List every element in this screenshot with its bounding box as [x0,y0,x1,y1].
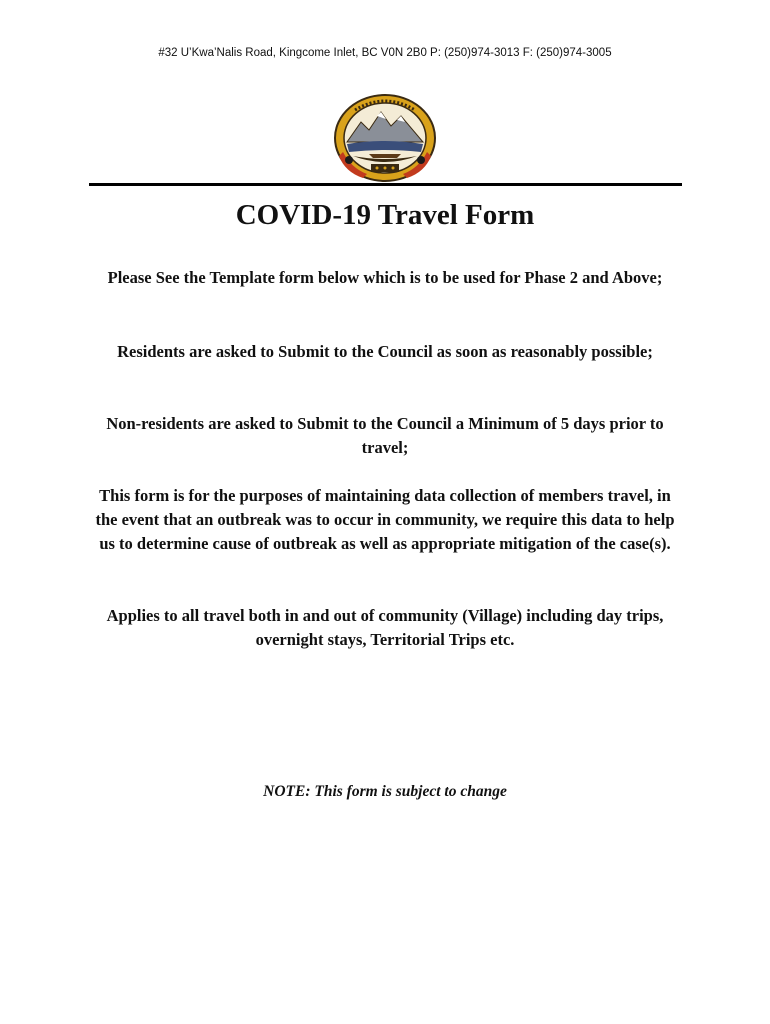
paragraph-non-residents: Non-residents are asked to Submit to the Council a Minimum of 5 days prior to travel; [106,414,664,457]
note-text: NOTE: This form is subject to change [263,783,507,800]
header-divider [89,183,682,186]
letterhead-address: #32 U’Kwa’Nalis Road, Kingcome Inlet, BC V0N 2B0 P: (250)974-3013 F: (250)974-3005 [158,47,612,59]
paragraph-applies-to: Applies to all travel both in and out of community (Village) including day trips, overnight stays, Territorial Trips etc. [106,606,664,649]
paragraph-residents: Residents are asked to Submit to the Council as soon as reasonably possible; [117,342,653,361]
first-nation-seal-logo-icon [333,94,437,182]
paragraph-purpose: This form is for the purposes of maintaining data collection of members travel, in the event that an outbreak was to occur in community, we require this data to help us to determine cause of outbreak as well as appropriate mitigation of the case(s). [95,486,675,553]
page-title: COVID-19 Travel Form [235,199,535,231]
paragraph-template-instructions: Please See the Template form below which is to be used for Phase 2 and Above; [107,268,663,287]
